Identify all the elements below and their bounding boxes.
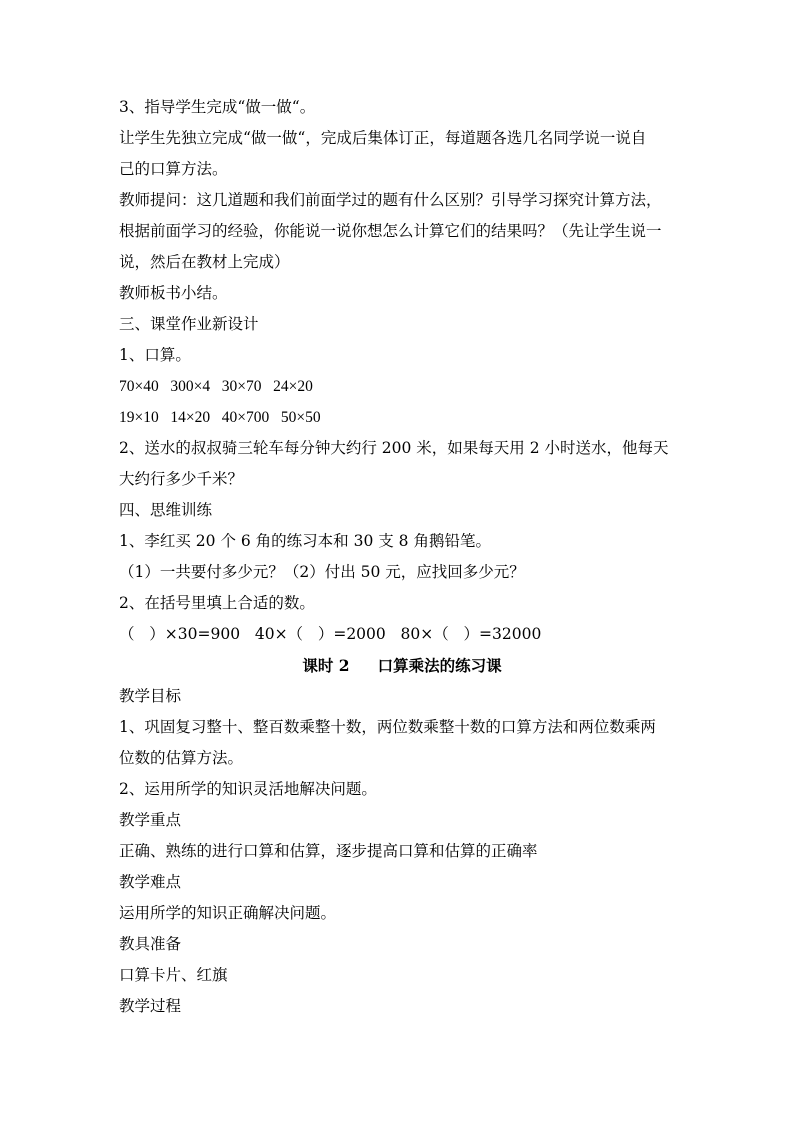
thinking-problem-2: 2、在括号里填上合适的数。: [119, 594, 315, 612]
teacher-question-line-3: 说，然后在教材上完成）: [119, 253, 290, 271]
teaching-process-heading: 教学过程: [119, 997, 182, 1015]
goal-1-line: 1、巩固复习整十、整百数乘整十数，两位数乘整十数的口算方法和两位数乘两: [119, 718, 656, 736]
teacher-question-line-2: 根据前面学习的经验，你能说一说你想怎么计算它们的结果吗？（先让学生说一: [119, 222, 662, 240]
oral-calc-row-1: 70×40 300×4 30×70 24×20: [119, 378, 313, 395]
step-3-line: 3、指导学生完成“做一做“。: [119, 98, 316, 116]
oral-calc-heading: 1、口算。: [119, 346, 191, 364]
word-problem-line-cont: 大约行多少千米？: [119, 470, 244, 488]
fill-blank-row: （ ）×30=900 40×（ ）=2000 80×（ ）=32000: [119, 625, 542, 643]
thinking-problem-1: 1、李红买 20 个 6 角的练习本和 30 支 8 角鹅铅笔。: [119, 532, 491, 550]
lesson-title: 口算乘法的练习课: [377, 656, 502, 675]
section-heading-thinking: 四、思维训练: [119, 501, 213, 519]
thinking-problem-1-questions: （1）一共要付多少元？（2）付出 50 元，应找回多少元？: [119, 563, 525, 581]
teacher-question-line: 教师提问：这几道题和我们前面学过的题有什么区别？引导学习探究计算方法，: [119, 191, 662, 209]
difficulties-heading: 教学难点: [119, 873, 182, 891]
difficulties-line: 运用所学的知识正确解决问题。: [119, 904, 337, 922]
instruction-line-cont: 己的口算方法。: [119, 160, 228, 178]
teaching-goals-heading: 教学目标: [119, 687, 182, 705]
key-points-line: 正确、熟练的进行口算和估算，逐步提高口算和估算的正确率: [119, 842, 538, 860]
document-body: [119, 92, 679, 1022]
goal-1-line-cont: 位数的估算方法。: [119, 749, 244, 767]
instruction-line: 让学生先独立完成“做一做“，完成后集体订正，每道题各选几名同学说一说自: [119, 129, 647, 147]
teaching-aids-heading: 教具准备: [119, 935, 182, 953]
lesson-heading: [119, 650, 679, 681]
goal-2-line: 2、运用所学的知识灵活地解决问题。: [119, 780, 377, 798]
blackboard-summary-line: 教师板书小结。: [119, 284, 228, 302]
lesson-number: 课时 2: [302, 656, 350, 675]
section-heading-homework: 三、课堂作业新设计: [119, 315, 259, 333]
key-points-heading: 教学重点: [119, 811, 182, 829]
word-problem-line: 2、送水的叔叔骑三轮车每分钟大约行 200 米，如果每天用 2 小时送水，他每天: [119, 439, 669, 457]
teaching-aids-line: 口算卡片、红旗: [119, 966, 228, 984]
oral-calc-row-2: 19×10 14×20 40×700 50×50: [119, 409, 321, 426]
